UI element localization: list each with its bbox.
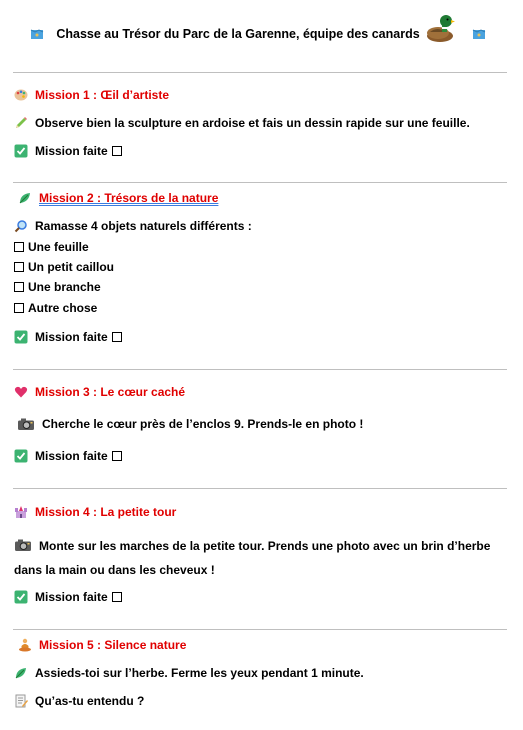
mission-2-item — [14, 240, 89, 254]
check-mark-icon — [14, 330, 28, 344]
mission-2-item-label: Autre chose — [28, 301, 98, 315]
mission-2-item — [14, 260, 114, 274]
check-mark-icon — [14, 449, 28, 463]
mission-1-done-row — [14, 144, 122, 158]
palette-icon — [14, 88, 28, 102]
mission-2-item — [14, 301, 97, 315]
page-title-row — [0, 14, 523, 54]
map-icon — [472, 27, 486, 41]
mission-3-heading: Mission 3 : Le cœur caché — [35, 385, 186, 399]
mission-1-done-checkbox[interactable] — [112, 146, 122, 156]
memo-icon — [14, 694, 28, 708]
castle-icon — [14, 505, 28, 519]
mission-2-item-label: Un petit caillou — [28, 260, 115, 274]
divider — [13, 629, 507, 630]
pencil-icon — [14, 116, 28, 130]
mission-4-heading: Mission 4 : La petite tour — [35, 505, 177, 519]
mission-4-done-label: Mission faite — [35, 590, 108, 604]
item-checkbox[interactable] — [14, 282, 24, 292]
check-mark-icon — [14, 144, 28, 158]
mission-2-done-row — [14, 330, 122, 344]
mission-4-heading-row — [14, 505, 176, 519]
divider — [13, 72, 507, 73]
mission-2-instruction: Ramasse 4 objets naturels différents : — [35, 219, 252, 233]
mission-4-instruction: Monte sur les marches de la petite tour. Prends une photo avec un brin d’herbe dans la main ou dans les cheveux ! — [14, 539, 491, 577]
leaf-icon — [14, 666, 28, 680]
mission-1-done-label: Mission faite — [35, 144, 108, 158]
mission-2-done-checkbox[interactable] — [112, 332, 122, 342]
mission-4-done-checkbox[interactable] — [112, 592, 122, 602]
divider — [13, 182, 507, 183]
item-checkbox[interactable] — [14, 262, 24, 272]
mission-5-question-row — [14, 694, 144, 708]
mission-1-heading: Mission 1 : Œil d’artiste — [35, 88, 170, 102]
mission-2-instruction-row — [14, 219, 252, 233]
camera-icon — [14, 538, 32, 552]
camera-icon — [17, 417, 35, 431]
divider — [13, 488, 507, 489]
magnifier-icon — [14, 219, 28, 233]
mission-3-done-label: Mission faite — [35, 449, 108, 463]
mission-2-item — [14, 280, 101, 294]
mission-2-item-label: Une branche — [28, 280, 101, 294]
mission-2-heading: Mission 2 : Trésors de la nature — [39, 191, 219, 205]
page-title: Chasse au Trésor du Parc de la Garenne, équipe des canards — [56, 27, 420, 41]
mission-3-instruction-row — [17, 417, 363, 431]
mission-4-done-row — [14, 590, 122, 604]
mission-5-instruction-row — [14, 666, 364, 680]
item-checkbox[interactable] — [14, 303, 24, 313]
duck-icon — [425, 12, 455, 44]
mission-2-item-label: Une feuille — [28, 240, 89, 254]
mission-1-heading-row — [14, 88, 169, 102]
mission-5-question: Qu’as-tu entendu ? — [35, 694, 145, 708]
check-mark-icon — [14, 590, 28, 604]
leaf-icon — [18, 191, 32, 205]
mission-5-heading: Mission 5 : Silence nature — [39, 638, 187, 652]
mission-2-heading-row — [18, 191, 218, 205]
mission-1-instruction: Observe bien la sculpture en ardoise et fais un dessin rapide sur une feuille. — [35, 116, 470, 130]
mission-3-heading-row — [14, 385, 185, 399]
mission-3-done-row — [14, 449, 122, 463]
heart-icon — [14, 385, 28, 399]
mission-1-instruction-row — [14, 116, 470, 130]
mission-3-done-checkbox[interactable] — [112, 451, 122, 461]
mission-4-instruction-row — [14, 534, 510, 582]
meditation-icon — [18, 638, 32, 652]
mission-2-done-label: Mission faite — [35, 330, 108, 344]
map-icon — [30, 27, 44, 41]
item-checkbox[interactable] — [14, 242, 24, 252]
mission-5-heading-row — [18, 638, 186, 652]
divider — [13, 369, 507, 370]
mission-5-instruction: Assieds-toi sur l’herbe. Ferme les yeux pendant 1 minute. — [35, 666, 364, 680]
mission-3-instruction: Cherche le cœur près de l’enclos 9. Prends-le en photo ! — [42, 417, 364, 431]
